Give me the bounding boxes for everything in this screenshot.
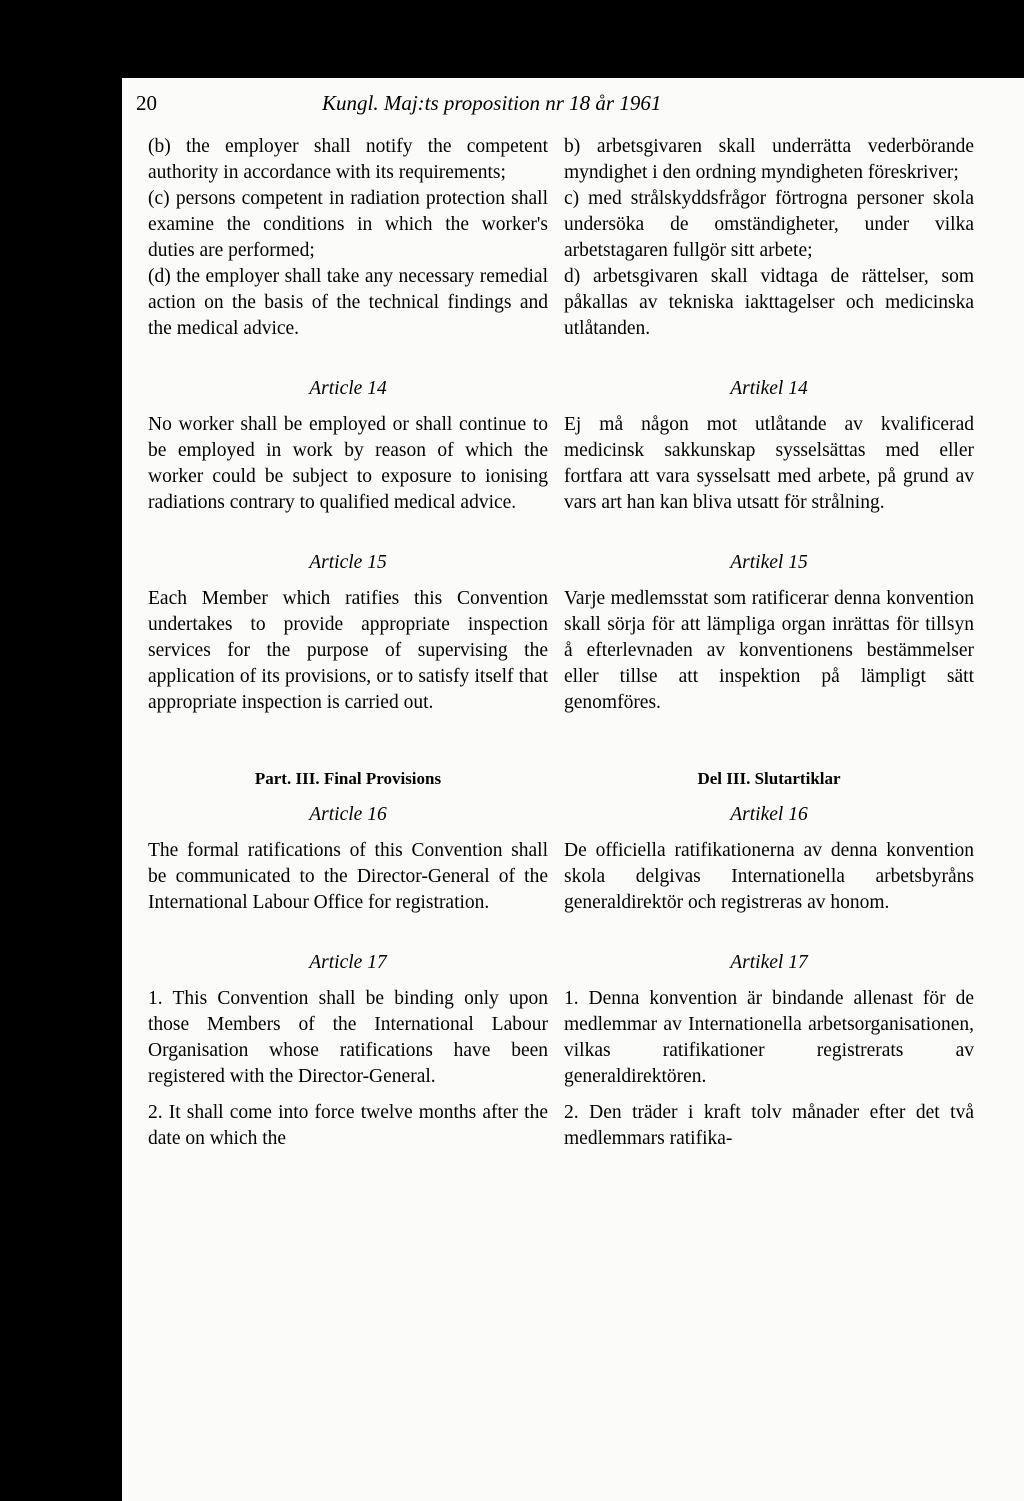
en-clause-d: (d) the employer shall take any necessary remedial action on the basis of the technical findings and the medical advice. [148,266,548,339]
sv-part-heading: Del III. Slutartiklar [697,769,841,788]
sv-clause-c: c) med strålskyddsfrågor förtrogna personer skola undersöka de omständigheter, under vilka arbetstagaren fullgör sitt arbete; [564,188,974,261]
en-article-17-p2: 2. It shall come into force twelve months after the date on which the [148,1102,548,1149]
en-article-16-text: The formal ratifications of this Convention shall be communicated to the Director-General of the International Labour Office for registration. [148,840,548,913]
sv-clause-d: d) arbetsgivaren skall vidtaga de rättelser, som påkallas av tekniska iakttagelser och medicinska utlåtanden. [564,266,974,339]
en-article-16-heading: Article 16 [309,804,387,825]
sv-article-15-heading: Artikel 15 [730,552,808,573]
en-article-17-p1: 1. This Convention shall be binding only upon those Members of the International Labour Organisation whose ratifications have been registered with the Director-General. [148,988,548,1087]
sv-article-16-text: De officiella ratifikationerna av denna konvention skola delgivas Internationella arbetsbyråns generaldirektör och registreras av honom. [564,840,974,913]
sv-article-16-heading: Artikel 16 [730,804,808,825]
document-page [122,78,1024,1501]
en-article-17-heading: Article 17 [309,952,387,973]
page-header [122,88,1024,118]
sv-article-14-text: Ej må någon mot utlåtande av kvalificerad medicinsk sakkunskap sysselsättas med eller fortfara att vara sysselsatt med arbete, på grund av vars art han kan bliva utsatt för strålning. [564,414,974,513]
sv-article-15-text: Varje medlemsstat som ratificerar denna konvention skall sörja för att lämpliga organ inrättas för tillsyn å efterlevnaden av konventionens bestämmelser eller tillse att inspektion på lämpligt sätt genomföres. [564,588,974,713]
en-part-heading: Part. III. Final Provisions [254,769,442,788]
en-clause-b: (b) the employer shall notify the competent authority in accordance with its requirements; [148,136,548,183]
sv-article-14-heading: Artikel 14 [730,378,808,399]
running-title: Kungl. Maj:ts proposition nr 18 år 1961 [322,91,662,115]
en-article-14-text: No worker shall be employed or shall continue to be employed in work by reason of which the worker could be subject to exposure to ionising radiations contrary to qualified medical advice. [148,414,548,513]
sv-article-17-p2: 2. Den träder i kraft tolv månader efter det två medlemmars ratifika- [564,1102,974,1149]
english-column [148,134,548,1152]
en-article-15-text: Each Member which ratifies this Convention undertakes to provide appropriate inspection services for the purpose of supervising the application of its provisions, or to satisfy itself that appropriate inspection is carried out. [148,588,548,713]
en-article-15-heading: Article 15 [309,552,387,573]
en-article-14-heading: Article 14 [309,378,387,399]
page-number: 20 [136,91,157,115]
sv-article-17-heading: Artikel 17 [730,952,808,973]
sv-clause-b: b) arbetsgivaren skall underrätta vederbörande myndighet i den ordning myndigheten föreskriver; [564,136,974,183]
swedish-column [564,134,974,1152]
en-clause-c: (c) persons competent in radiation protection shall examine the conditions in which the worker's duties are performed; [148,188,548,261]
sv-article-17-p1: 1. Denna konvention är bindande allenast för de medlemmar av Internationella arbetsorganisationen, vilkas ratifikationer registrerats av generaldirektören. [564,988,974,1087]
